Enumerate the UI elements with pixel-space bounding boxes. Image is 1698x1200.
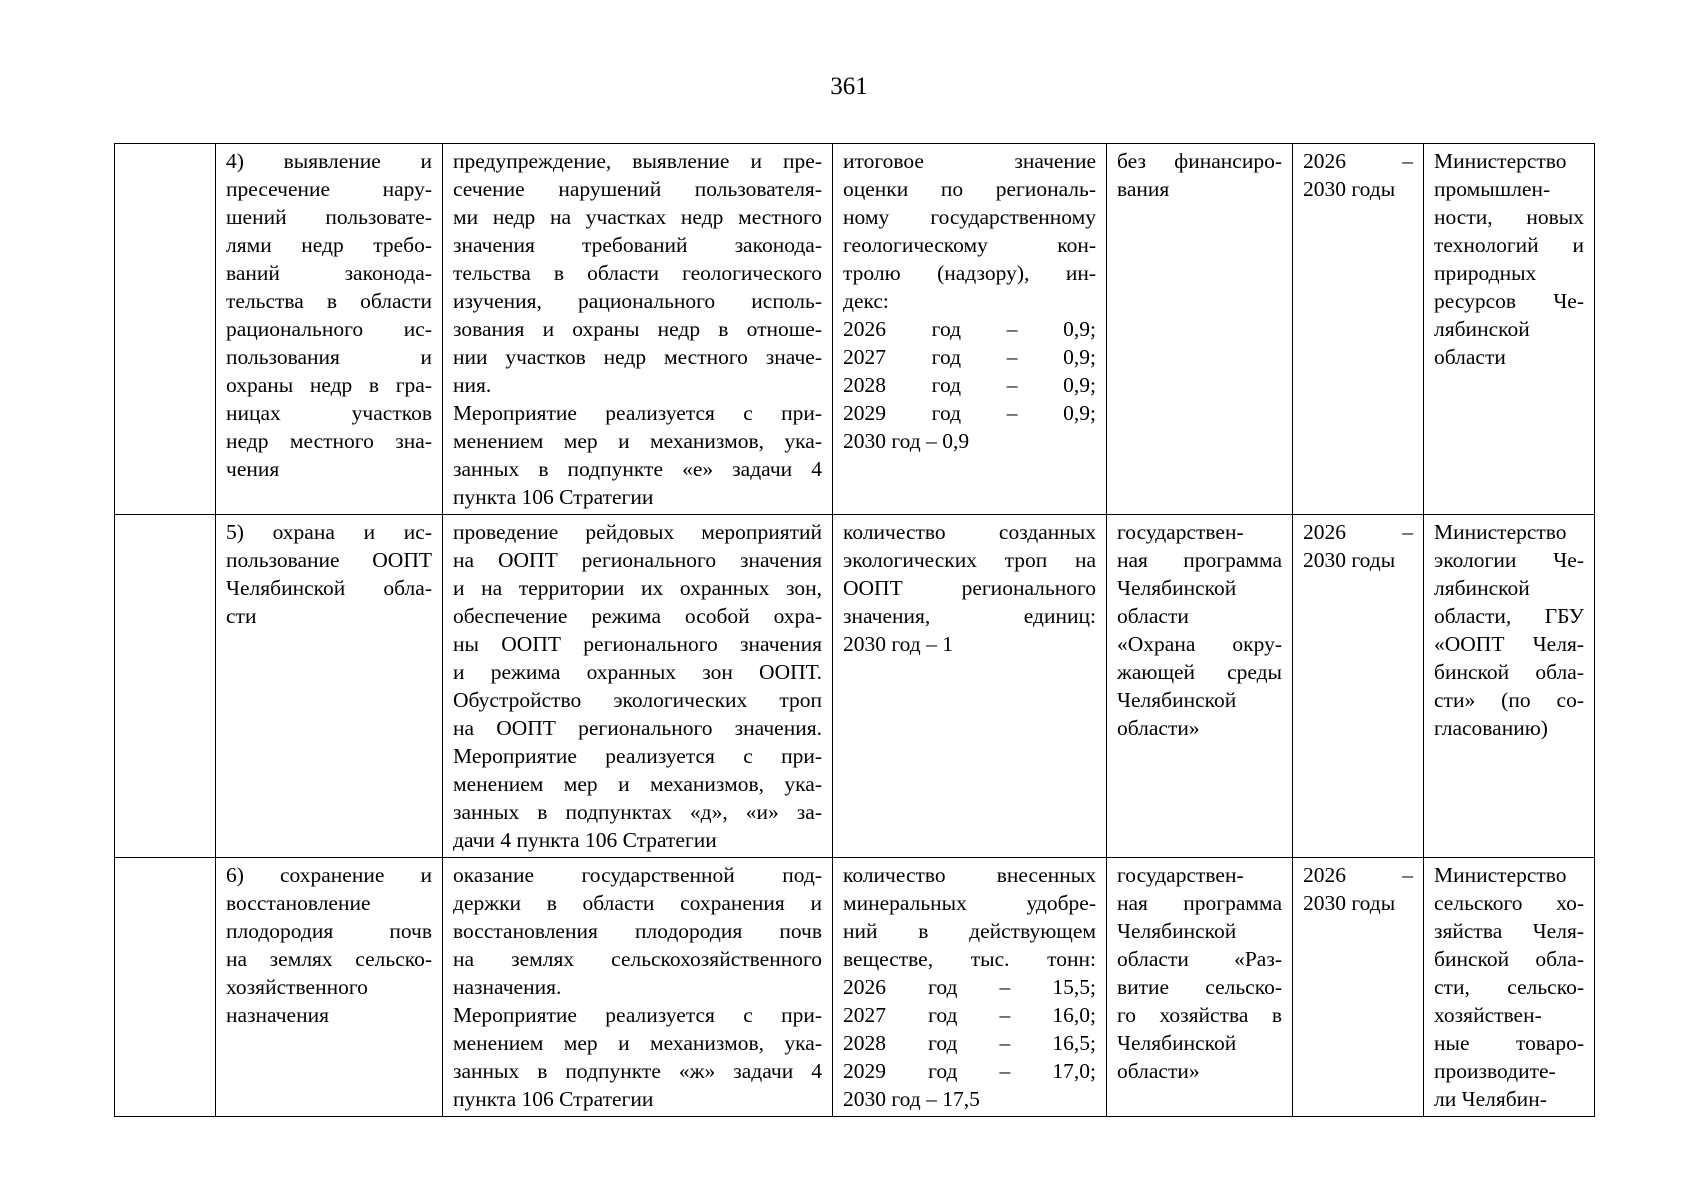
cell-line: на землях сельскохозяйственного [453,947,822,971]
cell-line: оказание государственной под- [453,863,822,887]
cell-indicator [833,858,1107,1117]
cell-line: бинской обла- [1434,660,1584,684]
cell-line: «Охрана окру- [1117,632,1282,656]
cell-task [216,858,443,1117]
cell-line: зяйства Челя- [1434,919,1584,943]
cell-line: природных [1434,261,1537,285]
cell-line: тролю (надзору), ин- [843,261,1096,285]
cell-line: ная программа [1117,891,1282,915]
cell-line: оценки по региональ- [843,177,1096,201]
cell-line: сти» (по со- [1434,688,1584,712]
cell-line: лябинской [1434,576,1530,600]
cell-line: 2026 – [1303,520,1413,544]
cell-number [115,858,216,1117]
cell-line: плодородия почв [226,919,432,943]
cell-line: вания [1117,177,1170,201]
cell-line: хозяйствен- [1434,1003,1542,1027]
cell-line: Челябинской [1117,688,1237,712]
cell-line: сти [226,604,257,628]
cell-line: назначения. [453,975,562,999]
cell-line: 2027 год – 0,9; [843,345,1096,369]
cell-line: Челябинской [1117,919,1237,943]
cell-line: 2029 год – 17,0; [843,1059,1096,1083]
cell-line: менением мер и механизмов, ука- [453,429,822,453]
cell-line: ному государственному [843,205,1096,229]
cell-line: 2029 год – 0,9; [843,401,1096,425]
cell-line: ний в действующем [843,919,1096,943]
table-body [115,144,1595,1117]
cell-line: и на территории их охранных зон, [453,576,822,600]
cell-period [1293,515,1424,858]
cell-line: Обустройство экологических троп [453,688,822,712]
cell-line: декс: [843,289,889,313]
cell-executor [1424,515,1595,858]
cell-number [115,144,216,515]
cell-line: минеральных удобре- [843,891,1096,915]
cell-task [216,515,443,858]
cell-line: государствен- [1117,520,1244,544]
cell-line: Министерство [1434,149,1567,173]
cell-line: количество созданных [843,520,1096,544]
cell-line: технологий и [1434,233,1584,257]
cell-line: области» [1117,716,1200,740]
cell-line: проведение рейдовых мероприятий [453,520,822,544]
cell-line: Мероприятие реализуется с при- [453,401,822,425]
cell-line: 2030 год – 17,5 [843,1087,980,1111]
cell-line: держки в области сохранения и [453,891,822,915]
cell-line: занных в подпункте «ж» задачи 4 [453,1059,822,1083]
cell-line: пункта 106 Стратегии [453,485,654,509]
cell-line: ми недр на участках недр местного [453,205,822,229]
cell-line: 2030 годы [1303,891,1396,915]
cell-line: го хозяйства в [1117,1003,1282,1027]
cell-line: лябинской [1434,317,1530,341]
cell-line: пресечение нару- [226,177,432,201]
cell-line: менением мер и механизмов, ука- [453,1031,822,1055]
cell-line: восстановления плодородия почв [453,919,822,943]
cell-activity [443,858,833,1117]
cell-line: ресурсов Че- [1434,289,1584,313]
cell-line: Мероприятие реализуется с при- [453,744,822,768]
cell-task [216,144,443,515]
cell-line: ные товаро- [1434,1031,1584,1055]
cell-funding [1107,858,1293,1117]
cell-line: пользование ООПТ [226,548,432,572]
cell-line: Мероприятие реализуется с при- [453,1003,822,1027]
table-row [115,858,1595,1117]
cell-line: экологии Че- [1434,548,1584,572]
cell-line: 2028 год – 0,9; [843,373,1096,397]
cell-line: ницах участков [226,401,432,425]
cell-funding [1107,144,1293,515]
cell-executor [1424,858,1595,1117]
cell-line: предупреждение, выявление и пре- [453,149,822,173]
cell-line: ны ООПТ регионального значения [453,632,822,656]
cell-line: чения [226,457,280,481]
cell-line: жающей среды [1117,660,1282,684]
cell-line: сельского хо- [1434,891,1584,915]
cell-line: зования и охраны недр в отноше- [453,317,822,341]
cell-line: обеспечение режима особой охра- [453,604,822,628]
cell-activity [443,515,833,858]
cell-line: ваний законода- [226,261,432,285]
cell-line: 2030 годы [1303,548,1396,572]
cell-activity [443,144,833,515]
cell-line: на ООПТ регионального значения. [453,716,822,740]
cell-line: области» [1117,1059,1200,1083]
cell-line: рационального ис- [226,317,432,341]
cell-line: значения, единиц: [843,604,1096,628]
cell-line: менением мер и механизмов, ука- [453,772,822,796]
cell-line: 2026 – [1303,149,1413,173]
page-number: 361 [830,73,868,100]
cell-line: гласованию) [1434,716,1548,740]
cell-line: ная программа [1117,548,1282,572]
cell-period [1293,144,1424,515]
cell-line: области [1117,604,1189,628]
cell-line: ли Челябин- [1434,1087,1547,1111]
table-row [115,515,1595,858]
cell-line: нии участков недр местного значе- [453,345,822,369]
cell-line: итоговое значение [843,149,1096,173]
cell-line: пункта 106 Стратегии [453,1087,654,1111]
cell-line: сечение нарушений пользователя- [453,177,822,201]
cell-line: промышлен- [1434,177,1551,201]
table-row [115,144,1595,515]
cell-line: 2030 год – 1 [843,632,953,656]
cell-period [1293,858,1424,1117]
cell-line: 2027 год – 16,0; [843,1003,1096,1027]
cell-number [115,515,216,858]
cell-line: витие сельско- [1117,975,1282,999]
cell-indicator [833,144,1107,515]
cell-line: 4) выявление и [226,149,432,173]
cell-line: области, ГБУ [1434,604,1584,628]
cell-line: Челябинской обла- [226,576,432,600]
cell-line: изучения, рационального исполь- [453,289,822,313]
cell-line: производите- [1434,1059,1556,1083]
cell-indicator [833,515,1107,858]
cell-line: 2026 год – 15,5; [843,975,1096,999]
cell-line: 2030 годы [1303,177,1396,201]
cell-line: 2026 – [1303,863,1413,887]
cell-line: 2030 год – 0,9 [843,429,970,453]
cell-line: недр местного зна- [226,429,432,453]
cell-line: Министерство [1434,520,1567,544]
cell-line: Министерство [1434,863,1567,887]
cell-line: занных в подпункте «е» задачи 4 [453,457,822,481]
cell-line: 5) охрана и ис- [226,520,432,544]
cell-line: на землях сельско- [226,947,432,971]
cell-line: 2026 год – 0,9; [843,317,1096,341]
cell-line: геологическому кон- [843,233,1096,257]
cell-executor [1424,144,1595,515]
cell-line: 6) сохранение и [226,863,432,887]
cell-funding [1107,515,1293,858]
cell-line: бинской обла- [1434,947,1584,971]
cell-line: веществе, тыс. тонн: [843,947,1096,971]
cell-line: Челябинской [1117,576,1237,600]
cell-line: тельства в области геологического [453,261,822,285]
cell-line: лями недр требо- [226,233,432,257]
cell-line: государствен- [1117,863,1244,887]
cell-line: пользования и [226,345,432,369]
cell-line: ООПТ регионального [843,576,1096,600]
cell-line: количество внесенных [843,863,1096,887]
cell-line: ния. [453,373,492,397]
cell-line: дачи 4 пункта 106 Стратегии [453,828,717,852]
cell-line: занных в подпунктах «д», «и» за- [453,800,822,824]
cell-line: области [1434,345,1506,369]
cell-line: сти, сельско- [1434,975,1584,999]
cell-line: 2028 год – 16,5; [843,1031,1096,1055]
cell-line: «ООПТ Челя- [1434,632,1584,656]
cell-line: тельства в области [226,289,432,313]
cell-line: значения требований законода- [453,233,822,257]
cell-line: охраны недр в гра- [226,373,432,397]
cell-line: восстановление [226,891,371,915]
cell-line: без финансиро- [1117,149,1282,173]
cell-line: назначения [226,1003,329,1027]
cell-line: ности, новых [1434,205,1584,229]
cell-line: и режима охранных зон ООПТ. [453,660,822,684]
cell-line: Челябинской [1117,1031,1237,1055]
cell-line: области «Раз- [1117,947,1282,971]
cell-line: на ООПТ регионального значения [453,548,822,572]
cell-line: шений пользовате- [226,205,432,229]
cell-line: экологических троп на [843,548,1096,572]
measures-table [114,143,1595,1117]
cell-line: хозяйственного [226,975,368,999]
